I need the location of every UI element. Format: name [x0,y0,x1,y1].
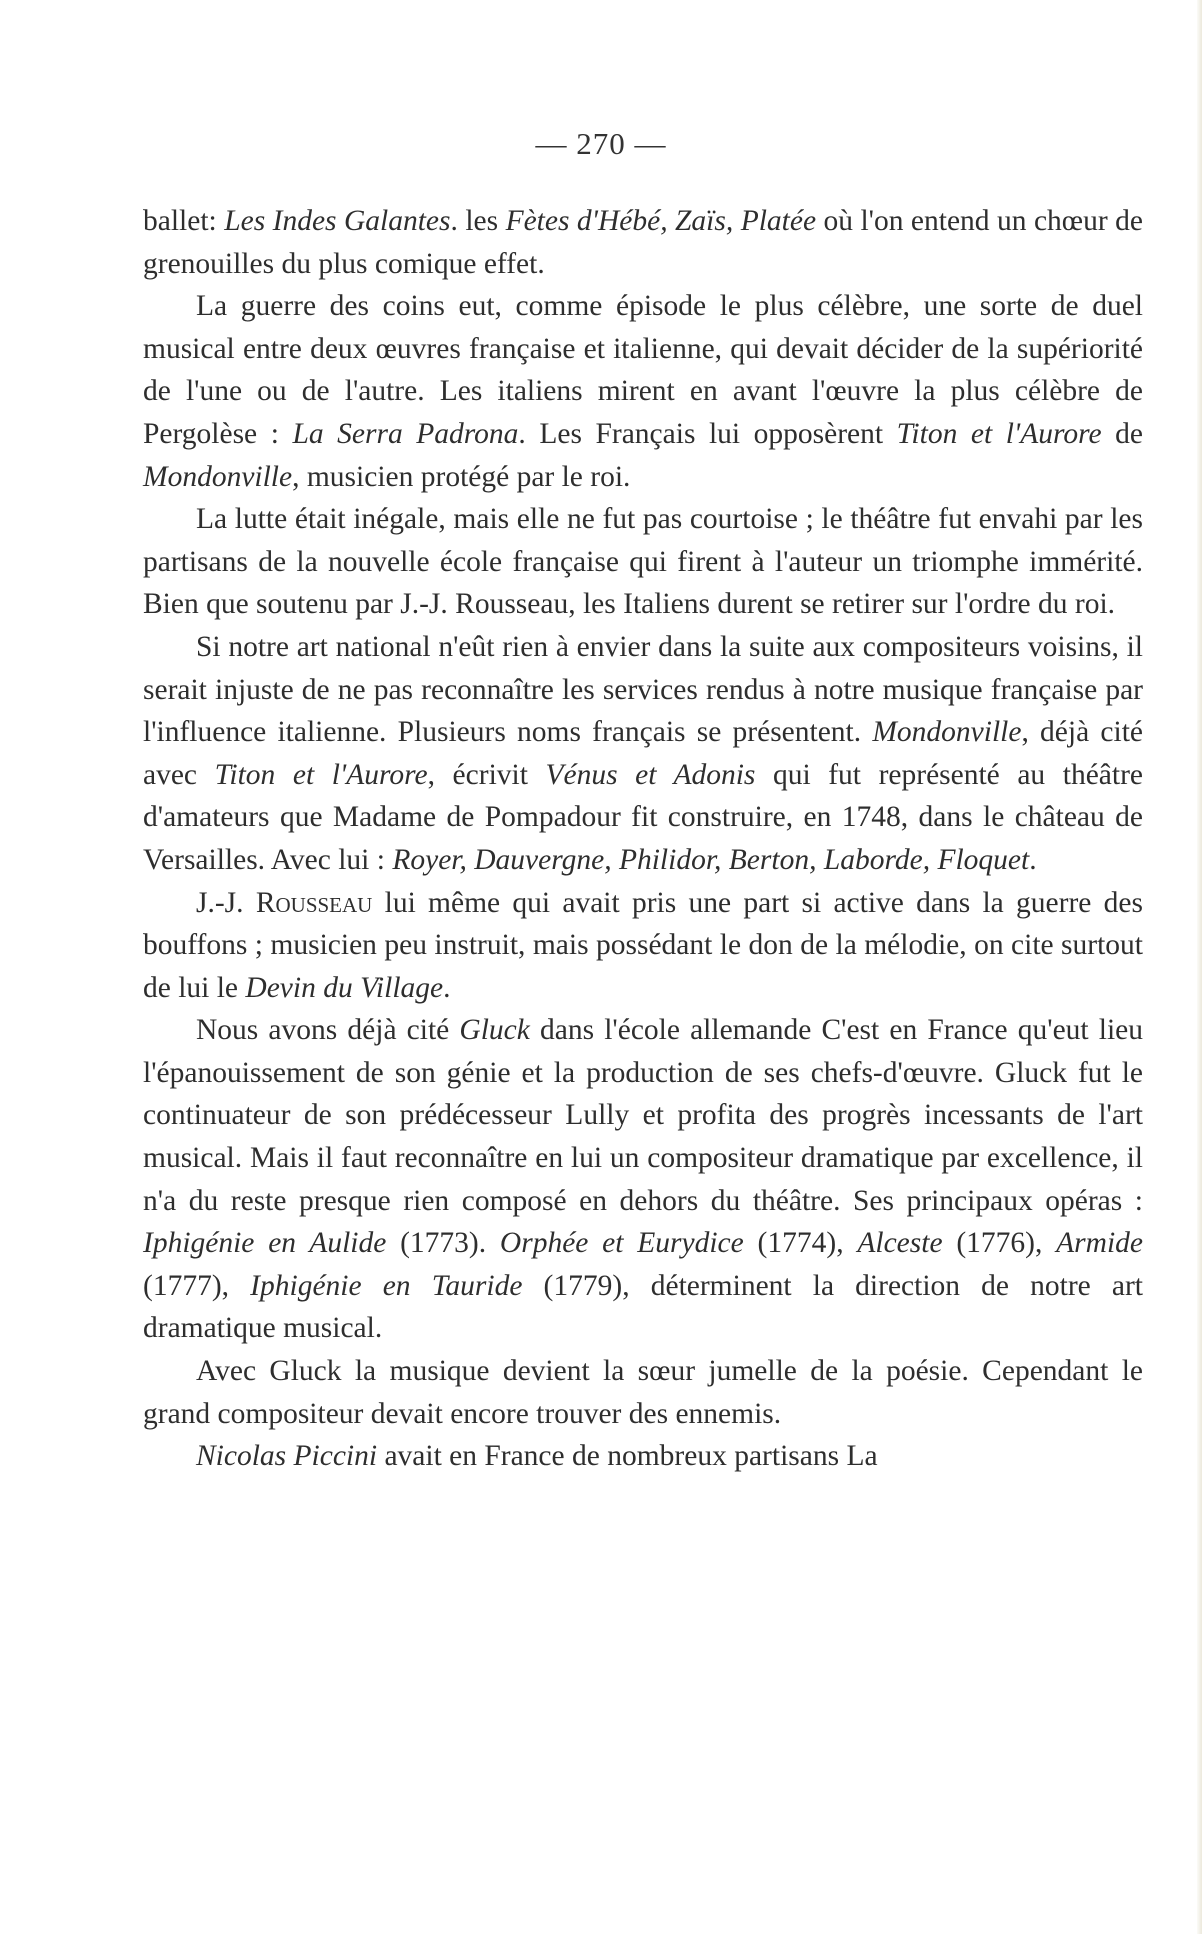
italic-title: Devin du Village [245,971,444,1004]
text-run: (1777), [143,1269,251,1302]
paragraph [143,1435,1143,1478]
body-text [143,200,1143,1478]
text-run: La guerre des coins eut, comme épisode le plus célèbre, une sorte de duel musical entre deux œuvres française et italienne, qui devait décider de la supériorité de l'une ou de l'autre. Les italiens mirent en avant l'œuvre la plus célèbre de Pergolèse : [143,290,1143,450]
italic-title: Les Indes Galantes [224,205,451,237]
paragraph [143,498,1143,626]
italic-title: Vénus et Adonis [545,758,756,791]
text-run: , écrivit [427,758,546,791]
text-run: (1779), déterminent la direction de notre art dramatique musical. [143,1269,1144,1345]
text-run: . Les Français lui opposèrent [518,417,897,450]
text-run: (1774), [743,1227,858,1260]
italic-title: Orphée et Eurydice [499,1227,744,1260]
text-run: , déjà cité avec [143,716,1143,791]
text-run: de [1101,417,1143,450]
italic-title: Alceste [857,1227,943,1260]
paragraph [143,1350,1143,1435]
text-run: . [1029,843,1037,876]
page-number: — 270 — [535,126,667,161]
text-run: (1776), [942,1227,1057,1260]
page-edge [1197,0,1202,1934]
paragraph [143,626,1143,882]
paragraph [143,200,1143,285]
text-run: Si notre art national n'eût rien à envier dans la suite aux compositeurs voisins, il serait injuste de ne pas reconnaître les services rendus à notre musique française par l'influence italienne. Plusieurs noms français se présentent. [143,630,1143,749]
text-run: lui même qui avait pris une part si active dans la guerre des bouffons ; musicien peu instruit, mais possédant le don de la mélodie, on cite surtout de lui le [143,886,1143,1004]
text-run: . [443,971,451,1004]
paragraph [143,882,1143,1010]
paragraph [143,285,1143,498]
italic-title: Titon et l'Aurore [214,758,428,791]
italic-title: Iphigénie en Aulide [143,1227,387,1260]
italic-title: Armide [1056,1227,1143,1260]
text-run: . les [450,205,506,237]
text-run: (1773). [386,1227,500,1260]
italic-title: Nicolas Piccini [196,1440,378,1473]
text-run: J.-J. [196,886,256,919]
italic-title: Mondonville [143,460,293,493]
text-run: avait en France de nombreux partisans La [377,1440,878,1473]
text-run: où l'on entend un chœur de grenouilles du plus comique effet. [143,205,1143,280]
italic-title: Royer, Dauvergne, Philidor, Berton, Laborde, Floquet [392,843,1030,876]
text-run: , musicien protégé par le roi. [292,460,631,493]
paragraph [143,1009,1143,1350]
italic-title: Iphigénie en Tauride [250,1269,523,1302]
text-run: dans l'école allemande C'est en France qu'eut lieu l'épanouissement de son génie et la production de ses chefs-d'œuvre. Gluck fut le continuateur de son prédécesseur Lully et profita des progrès incessants de l'art musical. Mais il faut reconnaître en lui un compositeur dramatique par excellence, il n'a du reste presque rien composé en dehors du théâtre. Ses principaux opéras : [143,1014,1143,1217]
text-run: qui fut représenté au théâtre d'amateurs que Madame de Pompadour fit construire, en 1748, dans le château de Versailles. Avec lui : [143,758,1143,876]
italic-title: La Serra Padrona [292,417,519,450]
text-run: Avec Gluck la musique devient la sœur jumelle de la poésie. Cependant le grand compositeur devait encore trouver des ennemis. [143,1355,1143,1430]
italic-title: Titon et l'Aurore [896,417,1102,450]
text-run: La lutte était inégale, mais elle ne fut pas courtoise ; le théâtre fut envahi par les partisans de la nouvelle école française qui firent à l'auteur un triomphe immérité. Bien que soutenu par J.-J. Rousseau, les Italiens durent se retirer sur l'ordre du roi. [143,503,1143,621]
text-run: ballet: [143,205,225,237]
italic-title: Gluck [459,1014,530,1047]
italic-title: Fètes d'Hébé, Zaïs, Platée [505,205,817,237]
italic-title: Mondonville [872,716,1022,749]
small-caps-name: Rousseau [255,886,373,919]
text-run: Nous avons déjà cité [196,1014,460,1047]
